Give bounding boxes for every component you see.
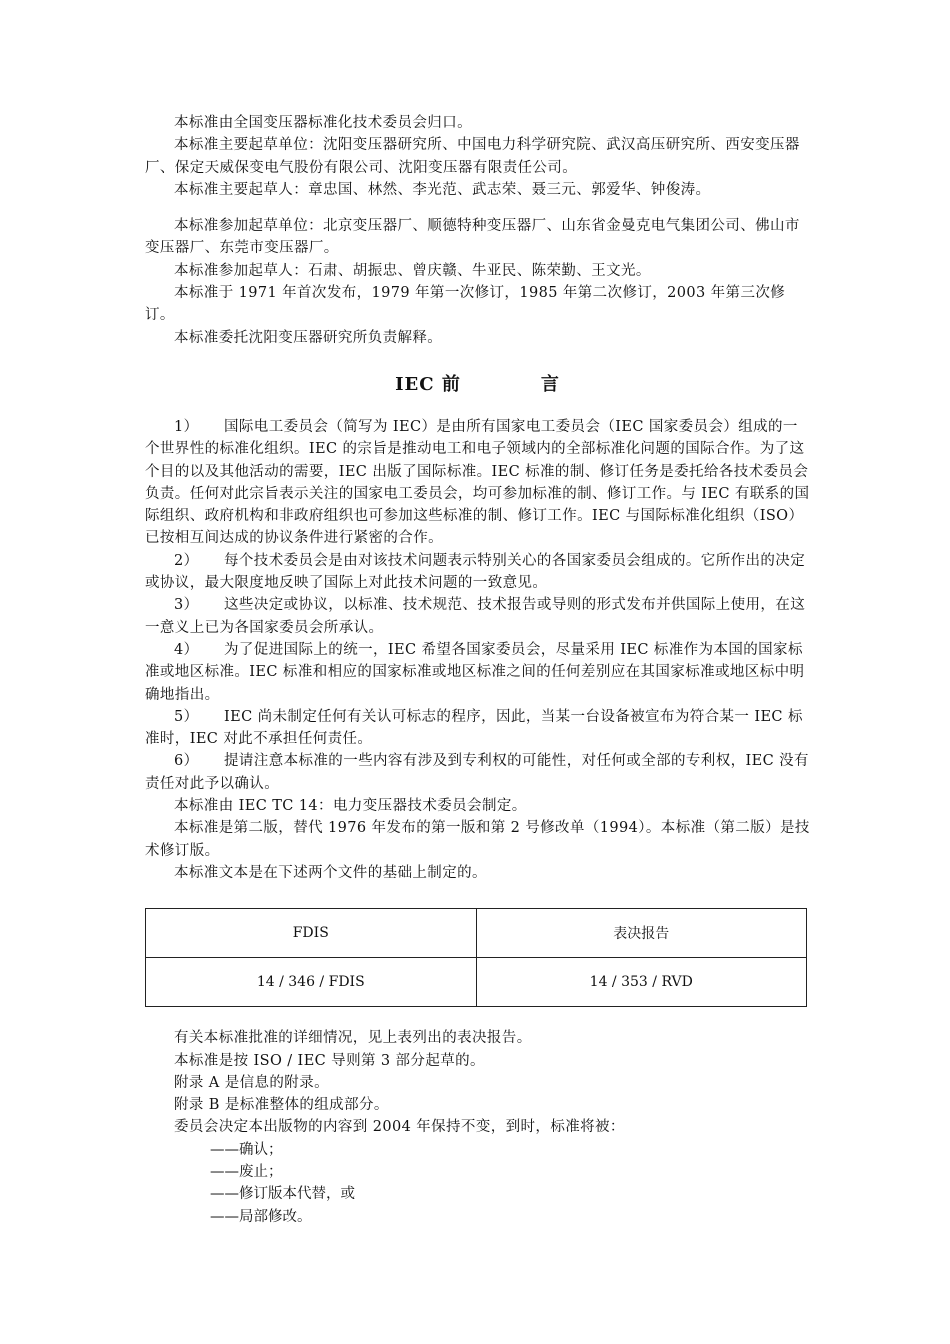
numbered-item	[145, 416, 810, 550]
numbered-item	[145, 639, 810, 706]
dash-list-item: ——确认；	[210, 1141, 283, 1158]
item-text: 国际电工委员会（简写为 IEC）是由所有国家电工委员会（IEC 国家委员会）组成的一个世界性的标准化组织。IEC 的宗旨是推动电工和电子领域内的全部标准化问题的国际合作。为了这个目的以及其他活动的需要，IEC 出版了国际标准。IEC 标准的制、修订任务是委托给各技术委员会负责。任何对此宗旨表示关注的国家电工委员会，均可参加标准的制、修订工作。与 IEC 有联系的国际组织、政府机构和非政府组织也可参加这些标准的制、修订工作。IEC 与国际标准化组织（ISO）已按相互间达成的协议条件进行紧密的合作。	[145, 418, 810, 547]
numbered-item	[145, 594, 810, 639]
item-number: 5）	[174, 708, 199, 725]
item-text: 每个技术委员会是由对该技术问题表示特别关心的各国家委员会组成的。它所作出的决定或协议，最大限度地反映了国际上对此技术问题的一致意见。	[145, 552, 806, 592]
dash-list-item: ——修订版本代替，或	[210, 1186, 355, 1203]
item-text: 这些决定或协议，以标准、技术规范、技术报告或导则的形式发布并供国际上使用，在这一意义上已为各国家委员会所承认。	[145, 597, 806, 636]
item-number: 1）	[174, 418, 199, 435]
body-paragraph: 附录 A 是信息的附录。	[174, 1074, 329, 1091]
intro-paragraph: 本标准于 1971 年首次发布，1979 年第一次修订，1985 年第二次修订，2003 年第三次修订。	[145, 285, 786, 324]
body-paragraph: 本标准是按 ISO / IEC 导则第 3 部分起草的。	[174, 1052, 485, 1069]
table-header-cell: 表决报告	[476, 909, 807, 958]
item-number: 4）	[174, 641, 199, 658]
item-number: 3）	[174, 597, 199, 614]
intro-paragraph: 本标准参加起草单位：北京变压器厂、顺德特种变压器厂、山东省金曼克电气集团公司、佛山市变压器厂、东莞市变压器厂。	[145, 218, 800, 257]
numbered-item	[145, 706, 810, 751]
vote-table	[145, 908, 807, 1007]
table-header-cell: FDIS	[146, 909, 477, 958]
item-number: 2）	[174, 552, 199, 569]
body-paragraph: 本标准由 IEC TC 14：电力变压器技术委员会制定。	[174, 798, 527, 815]
intro-paragraph: 本标准由全国变压器标准化技术委员会归口。	[174, 115, 472, 131]
table-header-row	[146, 909, 807, 958]
table-row	[146, 958, 807, 1007]
intro-paragraph: 本标准委托沈阳变压器研究所负责解释。	[174, 329, 443, 346]
body-paragraph: 本标准文本是在下述两个文件的基础上制定的。	[174, 864, 487, 881]
numbered-item	[145, 750, 810, 795]
body-paragraph: 有关本标准批准的详细情况，见上表列出的表决报告。	[174, 1030, 532, 1047]
numbered-item	[145, 550, 810, 595]
dash-list-item: ——局部修改。	[210, 1208, 312, 1225]
table-cell: 14 / 353 / RVD	[476, 958, 807, 1007]
body-paragraph: 本标准是第二版，替代 1976 年发布的第一版和第 2 号修改单（1994）。本标准（第二版）是技术修订版。	[145, 820, 810, 859]
section-title-part2: 言	[540, 373, 560, 395]
section-title-part1: IEC 前	[395, 373, 461, 395]
dash-list-item: ——废止；	[210, 1163, 283, 1180]
table-cell: 14 / 346 / FDIS	[146, 958, 477, 1007]
intro-paragraph: 本标准主要起草单位：沈阳变压器研究所、中国电力科学研究院、武汉高压研究所、西安变压器厂、保定天威保变电气股份有限公司、沈阳变压器有限责任公司。	[145, 137, 800, 176]
item-text: IEC 尚未制定任何有关认可标志的程序，因此，当某一台设备被宣布为符合某一 IEC 标准时，IEC 对此不承担任何责任。	[145, 708, 803, 748]
item-text: 为了促进国际上的统一，IEC 希望各国家委员会，尽量采用 IEC 标准作为本国的国家标准或地区标准。IEC 标准和相应的国家标准或地区标准之间的任何差别应在其国家标准或地区标中明确地指出。	[145, 641, 805, 703]
item-number: 6）	[174, 753, 199, 770]
intro-paragraph: 本标准参加起草人：石肃、胡振忠、曾庆赣、牛亚民、陈荣勤、王文光。	[174, 262, 651, 279]
intro-paragraph: 本标准主要起草人：章忠国、林然、李光范、武志荣、聂三元、郭爱华、钟俊涛。	[174, 181, 711, 198]
item-text: 提请注意本标准的一些内容有涉及到专利权的可能性，对任何或全部的专利权，IEC 没有责任对此予以确认。	[145, 753, 809, 792]
section-title	[145, 370, 810, 396]
body-paragraph: 委员会决定本出版物的内容到 2004 年保持不变，到时，标准将被：	[174, 1119, 625, 1136]
document-page	[145, 112, 810, 1228]
body-paragraph: 附录 B 是标准整体的组成部分。	[174, 1097, 389, 1114]
